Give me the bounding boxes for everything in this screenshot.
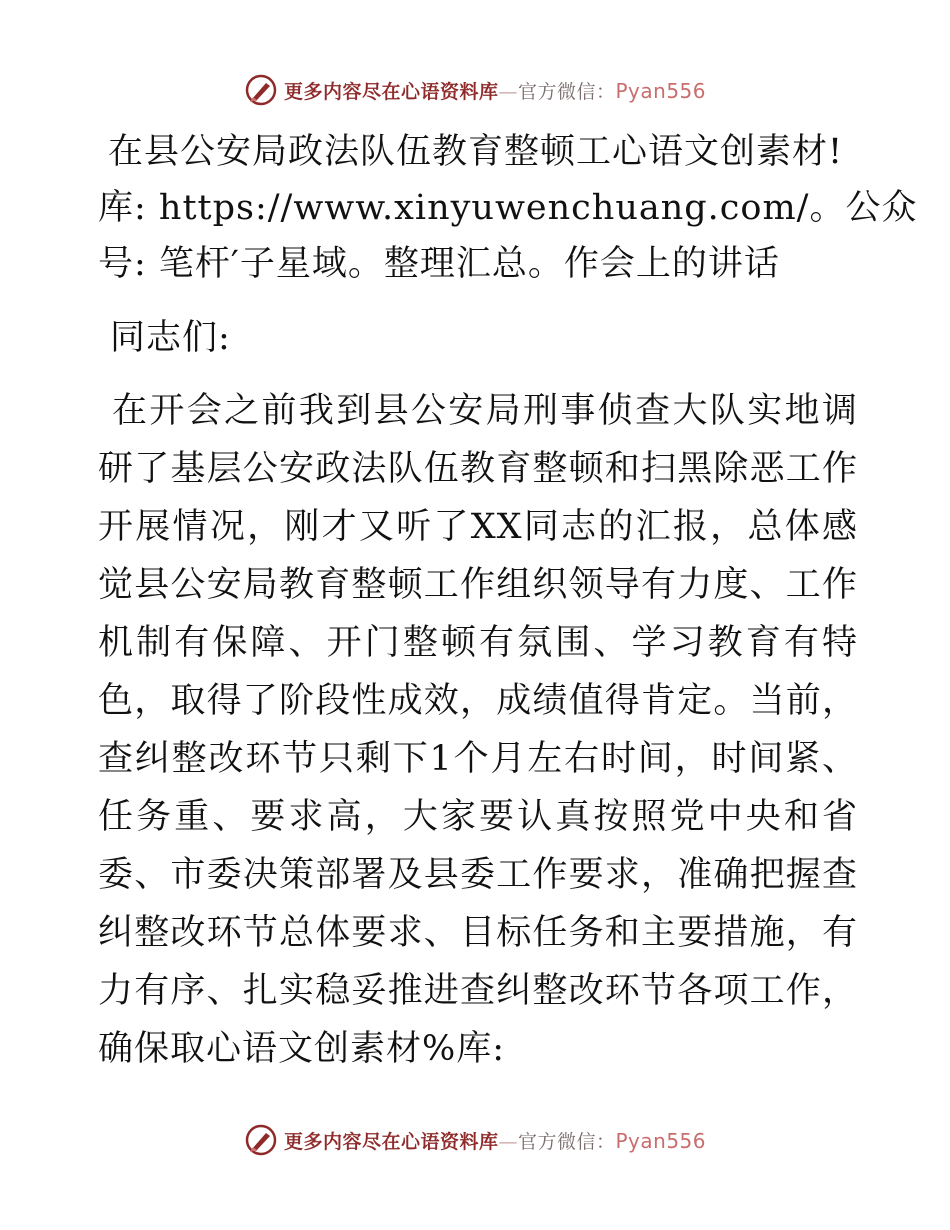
banner-separator: —	[498, 80, 518, 103]
banner-text	[284, 1127, 706, 1154]
title-line-3: 号: 笔杆′子星域。整理汇总。作会上的讲话	[98, 244, 780, 284]
document-content	[98, 124, 918, 1078]
title-line-2: 库: https://www.xinyuwenchuang.com/。公众	[98, 188, 918, 228]
banner-brand: 更多内容尽在心语资料库	[283, 80, 499, 103]
header-watermark-banner	[0, 68, 950, 112]
banner-separator: —	[498, 1130, 518, 1153]
title-line-1: 在县公安局政法队伍教育整顿工心语文创素材!	[108, 132, 844, 172]
banner-brand: 更多内容尽在心语资料库	[283, 1130, 499, 1153]
banner-wechat-id: Pyan556	[615, 78, 707, 103]
footer-watermark-banner	[0, 1118, 950, 1162]
body-paragraph: 在开会之前我到县公安局刑事侦查大队实地调研了基层公安政法队伍教育整顿和扫黑除恶工作开展情况，刚才又听了XX同志的汇报，总体感觉县公安局教育整顿工作组织领导有力度、工作机制有保障、开门整顿有氛围、学习教育有特色，取得了阶段性成效，成绩值得肯定。当前，查纠整改环节只剩下1个月左右时间，时间紧、任务重、要求高，大家要认真按照党中央和省委、市委决策部署及县委工作要求，准确把握查纠整改环节总体要求、目标任务和主要措施，有力有序、扎实稳妥推进查纠整改环节各项工作，确保取心语文创素材%库:	[98, 391, 858, 1069]
banner-wechat-id: Pyan556	[615, 1128, 707, 1153]
banner-wechat-label: 官方微信：	[517, 80, 616, 103]
pen-logo-icon	[244, 1123, 278, 1157]
banner-wechat-label: 官方微信：	[517, 1130, 616, 1153]
greeting: 同志们:	[110, 318, 231, 358]
banner-text	[284, 77, 706, 104]
pen-logo-icon	[244, 73, 278, 107]
